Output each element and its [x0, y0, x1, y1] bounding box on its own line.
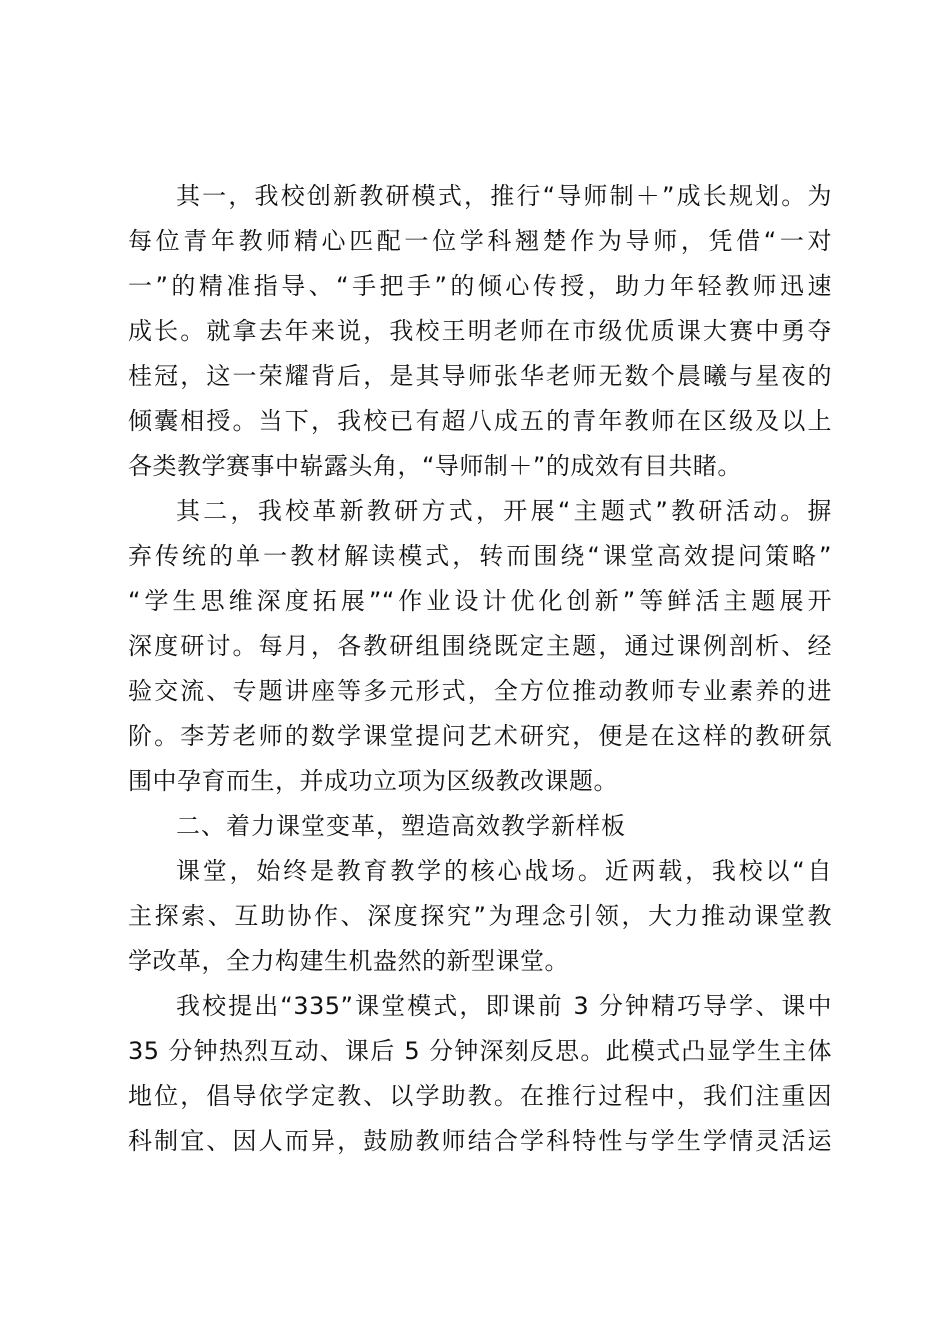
text-line: 我校提出“335”课堂模式，即课前 3 分钟精巧导学、课中 — [176, 992, 832, 1020]
text-line: 成长。就拿去年来说，我校王明老师在市级优质课大赛中勇夺 — [128, 317, 832, 345]
text-line: 桂冠，这一荣耀背后，是其导师张华老师无数个晨曦与星夜的 — [128, 362, 832, 390]
text-line: 学改革，全力构建生机盎然的新型课堂。 — [128, 947, 569, 975]
text-line: 深度研讨。每月，各教研组围绕既定主题，通过课例剖析、经 — [128, 632, 832, 660]
text-line: 阶。李芳老师的数学课堂提问艺术研究，便是在这样的教研氛 — [128, 722, 832, 750]
text-line: 各类教学赛事中崭露头角，“导师制＋”的成效有目共睹。 — [128, 452, 742, 480]
text-line: 一”的精准指导、“手把手”的倾心传授，助力年轻教师迅速 — [128, 272, 832, 300]
text-line: 其一，我校创新教研模式，推行“导师制＋”成长规划。为 — [176, 182, 832, 210]
text-line: 每位青年教师精心匹配一位学科翘楚作为导师，凭借“一对 — [128, 227, 832, 255]
text-line: 验交流、专题讲座等多元形式，全方位推动教师专业素养的进 — [128, 677, 832, 705]
text-line: 围中孕育而生，并成功立项为区级教改课题。 — [128, 767, 618, 795]
text-line: 35 分钟热烈互动、课后 5 分钟深刻反思。此模式凸显学生主体 — [128, 1037, 832, 1065]
text-line: 科制宜、因人而异，鼓励教师结合学科特性与学生学情灵活运 — [128, 1127, 832, 1155]
document-page — [128, 174, 832, 1164]
text-line: 课堂，始终是教育教学的核心战场。近两载，我校以“自 — [176, 857, 832, 885]
section-heading: 二、着力课堂变革，塑造高效教学新样板 — [176, 812, 626, 840]
text-line: 其二，我校革新教研方式，开展“主题式”教研活动。摒 — [176, 497, 832, 525]
text-line: 倾囊相授。当下，我校已有超八成五的青年教师在区级及以上 — [128, 407, 832, 435]
text-line: 弃传统的单一教材解读模式，转而围绕“课堂高效提问策略” — [128, 542, 832, 570]
text-line: 主探索、互助协作、深度探究”为理念引领，大力推动课堂教 — [128, 902, 832, 930]
text-line: “学生思维深度拓展”“作业设计优化创新”等鲜活主题展开 — [128, 587, 832, 615]
text-line: 地位，倡导依学定教、以学助教。在推行过程中，我们注重因 — [128, 1082, 832, 1110]
